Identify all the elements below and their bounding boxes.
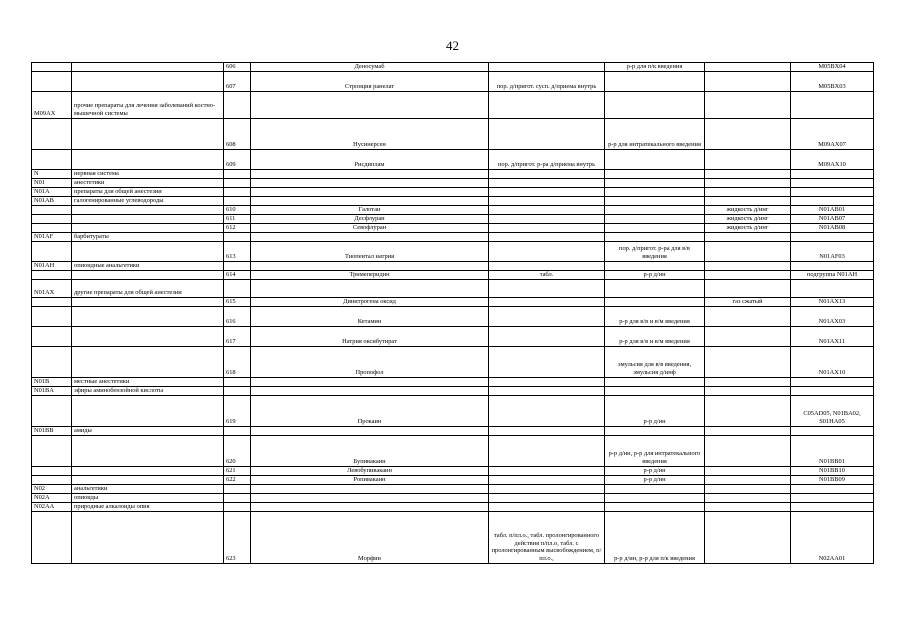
atc-code xyxy=(791,387,874,396)
row-number: 618 xyxy=(224,347,251,378)
drug-name xyxy=(251,485,489,494)
drug-row xyxy=(32,327,874,347)
drug-row xyxy=(32,436,874,467)
drug-name xyxy=(251,387,489,396)
drug-name xyxy=(251,188,489,197)
injection-form xyxy=(605,262,705,271)
dosage-form xyxy=(489,494,605,503)
row-code xyxy=(32,512,72,564)
atc-code xyxy=(791,92,874,119)
injection-form: р-р д/ин xyxy=(605,476,705,485)
atc-code: N01BB01 xyxy=(791,436,874,467)
other-form: газ сжатый xyxy=(705,298,791,307)
row-code xyxy=(32,63,72,72)
row-number: 610 xyxy=(224,206,251,215)
row-number xyxy=(224,494,251,503)
row-code xyxy=(32,119,72,150)
category-row xyxy=(32,262,874,271)
row-number xyxy=(224,197,251,206)
drug-name: Стронция ранелат xyxy=(251,72,489,92)
drug-list-table xyxy=(31,62,874,564)
row-code xyxy=(32,150,72,170)
row-number: 615 xyxy=(224,298,251,307)
other-form xyxy=(705,467,791,476)
row-number: 612 xyxy=(224,224,251,233)
atc-code: N01AX13 xyxy=(791,298,874,307)
dosage-form xyxy=(489,63,605,72)
injection-form: р-р для интратекального введения xyxy=(605,119,705,150)
row-description: природные алкалоиды опия xyxy=(72,503,224,512)
drug-name: Динитрогена оксид xyxy=(251,298,489,307)
row-description xyxy=(72,327,224,347)
atc-code xyxy=(791,262,874,271)
injection-form: р-р д/ин xyxy=(605,271,705,280)
row-code xyxy=(32,307,72,327)
other-form xyxy=(705,262,791,271)
row-number xyxy=(224,485,251,494)
dosage-form xyxy=(489,476,605,485)
drug-name: Бупивакаин xyxy=(251,436,489,467)
drug-name xyxy=(251,378,489,387)
dosage-form xyxy=(489,347,605,378)
other-form xyxy=(705,63,791,72)
row-description: галогенированные углеводороды xyxy=(72,197,224,206)
atc-code: N01AB07 xyxy=(791,215,874,224)
atc-code xyxy=(791,494,874,503)
dosage-form xyxy=(489,242,605,262)
dosage-form xyxy=(489,170,605,179)
atc-code: N01AX10 xyxy=(791,347,874,378)
dosage-form xyxy=(489,503,605,512)
injection-form xyxy=(605,224,705,233)
row-code: N01B xyxy=(32,378,72,387)
drug-row xyxy=(32,242,874,262)
drug-name: Прокаин xyxy=(251,396,489,427)
row-code xyxy=(32,224,72,233)
dosage-form xyxy=(489,206,605,215)
dosage-form xyxy=(489,92,605,119)
atc-code: N01BB09 xyxy=(791,476,874,485)
row-code: M09AX xyxy=(32,92,72,119)
row-code: N01BB xyxy=(32,427,72,436)
atc-code: M05BX03 xyxy=(791,72,874,92)
other-form xyxy=(705,387,791,396)
row-description: анестетики xyxy=(72,179,224,188)
row-code xyxy=(32,298,72,307)
row-number xyxy=(224,280,251,298)
row-code xyxy=(32,467,72,476)
other-form xyxy=(705,119,791,150)
row-code xyxy=(32,347,72,378)
drug-name xyxy=(251,280,489,298)
other-form xyxy=(705,378,791,387)
drug-row xyxy=(32,476,874,485)
atc-code: N02AA01 xyxy=(791,512,874,564)
drug-row xyxy=(32,396,874,427)
row-description: другие препараты для общей анестезии xyxy=(72,280,224,298)
dosage-form xyxy=(489,387,605,396)
drug-name: Десфлуран xyxy=(251,215,489,224)
atc-code xyxy=(791,179,874,188)
row-number xyxy=(224,170,251,179)
dosage-form xyxy=(489,327,605,347)
row-number: 606 xyxy=(224,63,251,72)
other-form xyxy=(705,233,791,242)
row-code xyxy=(32,436,72,467)
row-number: 619 xyxy=(224,396,251,427)
category-row xyxy=(32,387,874,396)
row-description: нервная система xyxy=(72,170,224,179)
atc-code xyxy=(791,485,874,494)
category-row xyxy=(32,485,874,494)
injection-form xyxy=(605,72,705,92)
row-description: амиды xyxy=(72,427,224,436)
other-form xyxy=(705,307,791,327)
dosage-form xyxy=(489,436,605,467)
injection-form xyxy=(605,215,705,224)
injection-form xyxy=(605,92,705,119)
drug-name xyxy=(251,179,489,188)
other-form xyxy=(705,512,791,564)
row-description xyxy=(72,436,224,467)
row-description xyxy=(72,512,224,564)
injection-form xyxy=(605,150,705,170)
injection-form xyxy=(605,427,705,436)
other-form xyxy=(705,280,791,298)
row-code xyxy=(32,476,72,485)
row-code xyxy=(32,206,72,215)
atc-code: подгруппа N01AH xyxy=(791,271,874,280)
atc-code xyxy=(791,503,874,512)
row-code xyxy=(32,327,72,347)
injection-form: р-р для п/к введения xyxy=(605,63,705,72)
other-form xyxy=(705,72,791,92)
drug-name xyxy=(251,170,489,179)
other-form xyxy=(705,436,791,467)
dosage-form xyxy=(489,427,605,436)
drug-name xyxy=(251,233,489,242)
row-code: N01AF xyxy=(32,233,72,242)
dosage-form xyxy=(489,233,605,242)
injection-form: р-р д/ин xyxy=(605,396,705,427)
other-form xyxy=(705,150,791,170)
row-description xyxy=(72,215,224,224)
drug-name: Галотан xyxy=(251,206,489,215)
row-number: 609 xyxy=(224,150,251,170)
row-code: N02AA xyxy=(32,503,72,512)
injection-form xyxy=(605,197,705,206)
row-number: 617 xyxy=(224,327,251,347)
dosage-form xyxy=(489,280,605,298)
category-row xyxy=(32,92,874,119)
row-description: анальгетики xyxy=(72,485,224,494)
category-row xyxy=(32,427,874,436)
drug-row xyxy=(32,347,874,378)
atc-code: N01AB01 xyxy=(791,206,874,215)
category-row xyxy=(32,188,874,197)
row-number: 613 xyxy=(224,242,251,262)
other-form: жидкость д/инг xyxy=(705,215,791,224)
injection-form: пор. д/пригот. р-ра для в/в введения xyxy=(605,242,705,262)
row-code: N01AX xyxy=(32,280,72,298)
drug-name: Севофлуран xyxy=(251,224,489,233)
atc-code xyxy=(791,280,874,298)
category-row xyxy=(32,197,874,206)
row-code: N02A xyxy=(32,494,72,503)
drug-name: Левобупивакаин xyxy=(251,467,489,476)
row-code: N01A xyxy=(32,188,72,197)
row-code xyxy=(32,215,72,224)
atc-code xyxy=(791,197,874,206)
row-description: эфиры аминобензойной кислоты xyxy=(72,387,224,396)
other-form xyxy=(705,494,791,503)
atc-code: N01AF03 xyxy=(791,242,874,262)
row-description xyxy=(72,150,224,170)
other-form: жидкость д/инг xyxy=(705,224,791,233)
row-description: барбитураты xyxy=(72,233,224,242)
row-code xyxy=(32,72,72,92)
drug-name xyxy=(251,427,489,436)
row-number xyxy=(224,378,251,387)
injection-form xyxy=(605,485,705,494)
page-number: 42 xyxy=(446,38,459,53)
dosage-form xyxy=(489,215,605,224)
drug-name: Тиопентал натрия xyxy=(251,242,489,262)
drug-row xyxy=(32,467,874,476)
other-form xyxy=(705,347,791,378)
other-form xyxy=(705,92,791,119)
other-form xyxy=(705,427,791,436)
row-code xyxy=(32,271,72,280)
row-code: N01AB xyxy=(32,197,72,206)
row-description: опиоиды xyxy=(72,494,224,503)
drug-name xyxy=(251,494,489,503)
dosage-form xyxy=(489,179,605,188)
injection-form xyxy=(605,206,705,215)
row-number: 608 xyxy=(224,119,251,150)
other-form xyxy=(705,179,791,188)
dosage-form xyxy=(489,188,605,197)
row-number xyxy=(224,179,251,188)
dosage-form xyxy=(489,298,605,307)
atc-code xyxy=(791,170,874,179)
dosage-form xyxy=(489,467,605,476)
row-number: 622 xyxy=(224,476,251,485)
drug-row xyxy=(32,307,874,327)
category-row xyxy=(32,503,874,512)
injection-form xyxy=(605,233,705,242)
drug-name: Морфин xyxy=(251,512,489,564)
row-number xyxy=(224,188,251,197)
row-code: N01 xyxy=(32,179,72,188)
dosage-form xyxy=(489,307,605,327)
injection-form: р-р д/ин, р-р для интратекального введения xyxy=(605,436,705,467)
other-form xyxy=(705,188,791,197)
row-code: N01BA xyxy=(32,387,72,396)
row-description xyxy=(72,396,224,427)
drug-name: Пропофол xyxy=(251,347,489,378)
row-number xyxy=(224,262,251,271)
row-description xyxy=(72,119,224,150)
injection-form: эмульсия для в/в введения, эмульсия д/инф xyxy=(605,347,705,378)
dosage-form xyxy=(489,197,605,206)
drug-row xyxy=(32,72,874,92)
injection-form xyxy=(605,179,705,188)
category-row xyxy=(32,280,874,298)
row-code xyxy=(32,396,72,427)
atc-code: N01AX11 xyxy=(791,327,874,347)
drug-row xyxy=(32,512,874,564)
dosage-form: табл. xyxy=(489,271,605,280)
atc-code xyxy=(791,378,874,387)
injection-form xyxy=(605,503,705,512)
dosage-form: табл. п/пл.о., табл. пролонгированного действия п/пл.о, табл. с пролонгированным высвобождением, п/пл.о., xyxy=(489,512,605,564)
injection-form xyxy=(605,298,705,307)
row-description xyxy=(72,72,224,92)
row-description: опиоидные анальгетики xyxy=(72,262,224,271)
other-form xyxy=(705,197,791,206)
other-form xyxy=(705,503,791,512)
category-row xyxy=(32,170,874,179)
drug-row xyxy=(32,206,874,215)
row-number: 611 xyxy=(224,215,251,224)
row-number xyxy=(224,427,251,436)
other-form xyxy=(705,485,791,494)
row-description xyxy=(72,467,224,476)
drug-row xyxy=(32,224,874,233)
drug-name: Рисдиплам xyxy=(251,150,489,170)
category-row xyxy=(32,378,874,387)
drug-name: Натрия оксибутират xyxy=(251,327,489,347)
other-form: жидкость д/инг xyxy=(705,206,791,215)
atc-code: N01AB08 xyxy=(791,224,874,233)
other-form xyxy=(705,476,791,485)
row-number xyxy=(224,503,251,512)
row-number: 616 xyxy=(224,307,251,327)
injection-form xyxy=(605,387,705,396)
drug-name xyxy=(251,503,489,512)
drug-row xyxy=(32,119,874,150)
injection-form xyxy=(605,494,705,503)
row-code: N02 xyxy=(32,485,72,494)
row-description xyxy=(72,206,224,215)
dosage-form xyxy=(489,378,605,387)
other-form xyxy=(705,242,791,262)
other-form xyxy=(705,327,791,347)
atc-code: M09AX07 xyxy=(791,119,874,150)
atc-code xyxy=(791,188,874,197)
atc-code: N01AX03 xyxy=(791,307,874,327)
injection-form xyxy=(605,378,705,387)
dosage-form xyxy=(489,119,605,150)
row-description xyxy=(72,476,224,485)
row-description xyxy=(72,347,224,378)
injection-form: р-р д/ин xyxy=(605,467,705,476)
drug-name xyxy=(251,262,489,271)
injection-form: р-р для в/в и в/м введения xyxy=(605,327,705,347)
atc-code: M05BX04 xyxy=(791,63,874,72)
row-description xyxy=(72,271,224,280)
dosage-form: пор. д/пригот. сусп. д/приема внутрь xyxy=(489,72,605,92)
row-code xyxy=(32,242,72,262)
injection-form xyxy=(605,170,705,179)
other-form xyxy=(705,396,791,427)
atc-code: M09AX10 xyxy=(791,150,874,170)
category-row xyxy=(32,179,874,188)
dosage-form xyxy=(489,224,605,233)
atc-code: C05AD05, N01BA02, S01HA05 xyxy=(791,396,874,427)
other-form xyxy=(705,271,791,280)
drug-name xyxy=(251,197,489,206)
row-description xyxy=(72,63,224,72)
dosage-form xyxy=(489,262,605,271)
drug-name: Тримеперидин xyxy=(251,271,489,280)
row-number: 620 xyxy=(224,436,251,467)
row-description: прочие препараты для лечения заболеваний костно-мышечной системы xyxy=(72,92,224,119)
row-number: 623 xyxy=(224,512,251,564)
drug-row xyxy=(32,298,874,307)
drug-row xyxy=(32,215,874,224)
row-description xyxy=(72,242,224,262)
drug-name: Деносумаб xyxy=(251,63,489,72)
injection-form: р-р для в/в и в/м введения xyxy=(605,307,705,327)
drug-name: Нусинерсен xyxy=(251,119,489,150)
row-description: препараты для общей анестезии xyxy=(72,188,224,197)
row-description xyxy=(72,307,224,327)
injection-form xyxy=(605,188,705,197)
other-form xyxy=(705,170,791,179)
dosage-form xyxy=(489,485,605,494)
row-number: 607 xyxy=(224,72,251,92)
row-description xyxy=(72,298,224,307)
atc-code: N01BB10 xyxy=(791,467,874,476)
row-code: N01AH xyxy=(32,262,72,271)
drug-row xyxy=(32,150,874,170)
row-description: местные анестетики xyxy=(72,378,224,387)
drug-name: Кетамин xyxy=(251,307,489,327)
category-row xyxy=(32,494,874,503)
row-number xyxy=(224,387,251,396)
injection-form: р-р д/ин, р-р для п/к введения xyxy=(605,512,705,564)
injection-form xyxy=(605,280,705,298)
table-body xyxy=(32,63,874,564)
row-number: 614 xyxy=(224,271,251,280)
row-description xyxy=(72,224,224,233)
row-number: 621 xyxy=(224,467,251,476)
row-number xyxy=(224,92,251,119)
row-code: N xyxy=(32,170,72,179)
row-number xyxy=(224,233,251,242)
category-row xyxy=(32,233,874,242)
dosage-form xyxy=(489,396,605,427)
drug-name xyxy=(251,92,489,119)
dosage-form: пор. д/пригот. р-ра д/приема внутрь xyxy=(489,150,605,170)
atc-code xyxy=(791,233,874,242)
drug-row xyxy=(32,271,874,280)
drug-name: Ропивакаин xyxy=(251,476,489,485)
atc-code xyxy=(791,427,874,436)
drug-row xyxy=(32,63,874,72)
